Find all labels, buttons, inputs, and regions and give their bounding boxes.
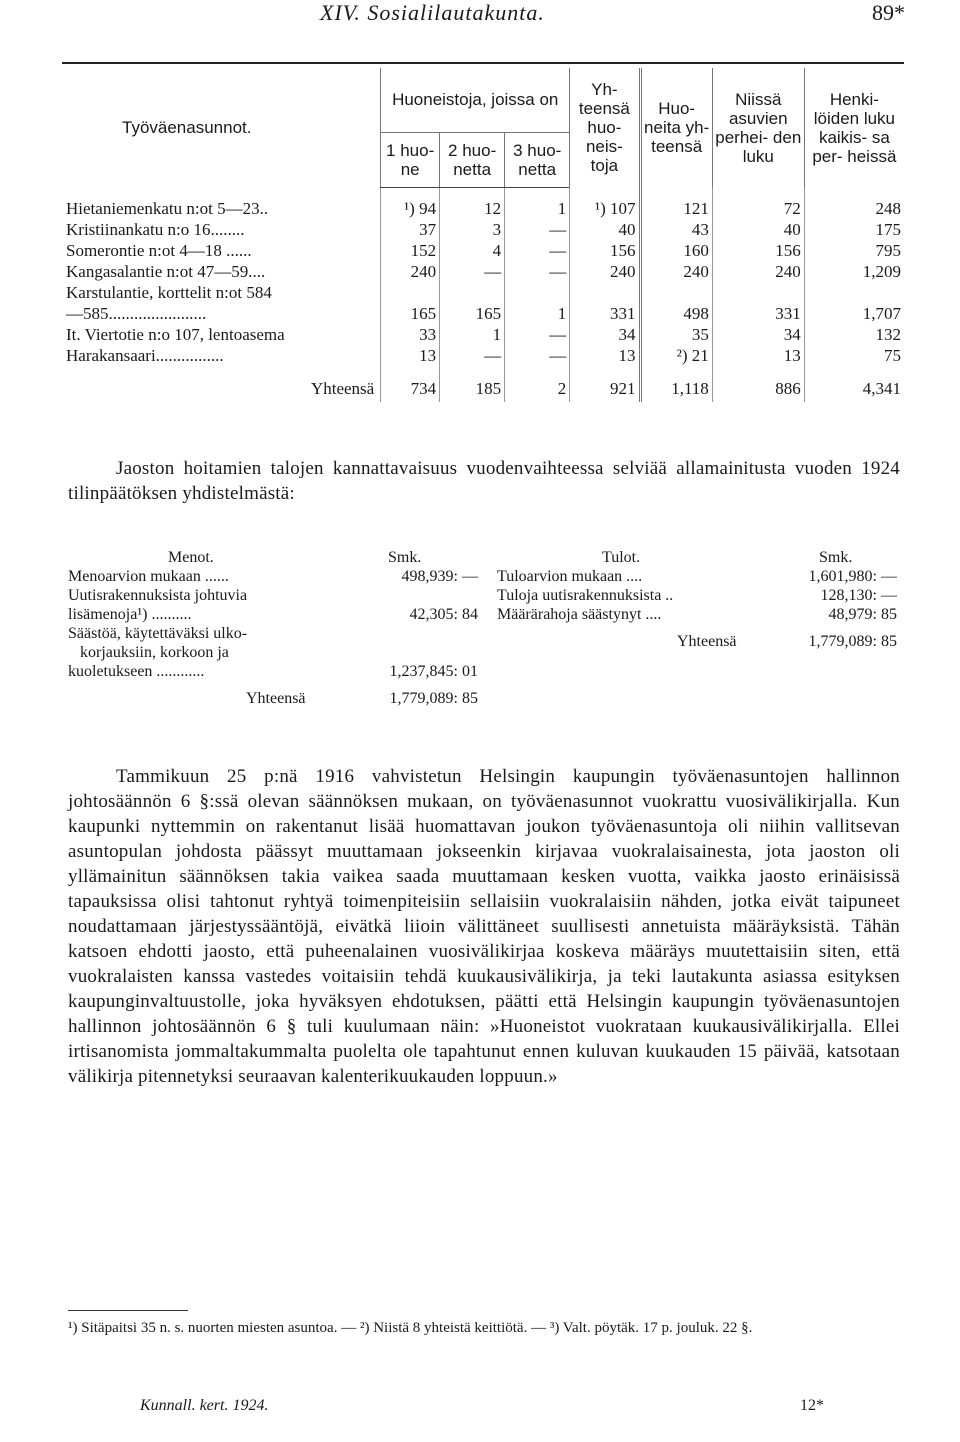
- expenses-total-label: Yhteensä: [246, 690, 306, 707]
- page-number: 89*: [872, 0, 905, 25]
- footnote-rule: [68, 1310, 188, 1311]
- col-header-2-rooms: 2 huo- netta: [440, 133, 505, 188]
- table-row: Karstulantie, korttelit n:ot 584: [62, 282, 904, 303]
- col-header-1-room: 1 huo- ne: [381, 133, 440, 188]
- footnotes: ¹) Sitäpaitsi 35 n. s. nuorten miesten asuntoa. — ²) Niistä 8 yhteistä keittiötä. — ³) Valt. pöytäk. 17 p. jouluk. 22 §.: [68, 1320, 753, 1336]
- col-header-apartments-group: Huoneistoja, joissa on: [381, 68, 570, 133]
- expenses-block: Menot. Smk. Menoarvion mukaan ...... 498,939: — Uutisrakennuksista johtuvia lisämenoja¹) .......... 42,305: 84 Säästöä, käytettäväksi ulko- korjauksiin, korkoon ja kuoletukseen ............ 1,237,845: 01 Yhteensä 1,779,089: 85: [68, 549, 478, 707]
- col-header-families: Niissä asuvien perhei- den luku: [712, 68, 804, 188]
- table-row: Somerontie n:ot 4—18 ...... 152 4 — 156 160 156 795: [62, 240, 904, 261]
- header-rule: [62, 62, 904, 64]
- col-header-rooms: Huo- neita yh- teensä: [640, 68, 712, 188]
- col-header-3-rooms: 3 huo- netta: [505, 133, 570, 188]
- housing-table: [62, 68, 904, 402]
- table-row: Harakansaari................ 13 — — 13 ²) 21 13 75: [62, 345, 904, 366]
- col-header-total-apartments: Yh- teensä huo- neis- toja: [570, 68, 640, 188]
- income-total: 1,779,089: 85: [808, 633, 897, 650]
- table-row: Kristiinankatu n:o 16........ 37 3 — 40 43 40 175: [62, 219, 904, 240]
- income-block: Tulot. Smk. Tuloarvion mukaan .... 1,601,980: — Tuloja uutisrakennuksista .. 128,130: — Määrärahoja säästynyt .... 48,979: 85 Yhteensä 1,779,089: 85: [497, 549, 897, 650]
- expenses-heading: Menot.: [168, 549, 214, 566]
- expenses-total: 1,779,089: 85: [389, 690, 478, 707]
- table-row: Hietaniemenkatu n:ot 5—23.. ¹) 94 12 1 ¹) 107 121 72 248: [62, 198, 904, 219]
- income-total-label: Yhteensä: [677, 633, 737, 650]
- page-footer: [140, 1397, 840, 1415]
- income-heading: Tulot.: [602, 549, 641, 566]
- total-label: Yhteensä: [310, 379, 375, 399]
- income-unit: Smk.: [819, 549, 853, 566]
- table-total-row: Yhteensä 734 185 2 921 1,118 886 4,341: [62, 376, 904, 402]
- col-header-housing: Työväenasunnot.: [122, 118, 252, 138]
- col-header-persons: Henki- löiden luku kaikis- sa per- heissä: [804, 68, 904, 188]
- body-paragraph: Tammikuun 25 p:nä 1916 vahvistetun Helsingin kaupungin työväenasuntojen hallinnon johtosäännön 6 §:ssä olevan säännöksen mukaan, on työväenasunnot vuokrattu vuosivälikirjalla. Kun kaupunki nyttemmin on rakentanut lisää huomattavan joukon työväenasuntoja oli niihin vallitsevan asuntopulan johdosta päässyt muuttamaan jokseenkin kirjavaa vuokralaisainesta, jota jaoston oli yllämainitun säännöksen takia vaikea saada muuttamaan kesken vuotta, vaikka jaosto erinäisissä tapauksissa olisi tahtonut ryhtyä toimenpiteisiin sellaisiin vuokralaisiin nähden, jotka eivät taipuneet noudattamaan järjestyssääntöjä, eivätkä liioin välittäneet suullisesti annetuista määräyksistä. Tähän katsoen ehdotti jaosto, että puheenalainen vuosivälikirjaa koskeva määräys muutettaisiin siten, että vuokralaisten kanssa vastedes voitaisiin tehdä kuukausivälikirja, ja teki lautakunta asiassa esityksen kaupunginvaltuustolle, joka hyväksyen ehdotuksen, päätti että Helsingin kaupungin työväenasuntojen hallinnon johtosäännön 6 § tuli kuulumaan näin: »Huoneistot vuokrataan kuukausivälikirjalla. Ellei irtisanomista jommaltakummalta puolelta ole tapahtunut ennen kuluvan kuukauden 15 päivää, katsotaan välikirja pitennetyksi seuraavan kalenterikuukauden loppuun.»: [68, 766, 900, 1087]
- table-row: —585....................... 165 165 1 331 498 331 1,707: [62, 303, 904, 324]
- running-header: [60, 0, 905, 30]
- running-title: XIV. Sosialilautakunta.: [320, 0, 545, 25]
- table-row: Kangasalantie n:ot 47—59.... 240 — — 240 240 240 1,209: [62, 261, 904, 282]
- table-row: It. Viertotie n:o 107, lentoasema 33 1 — 34 35 34 132: [62, 324, 904, 345]
- footer-source: Kunnall. kert. 1924.: [140, 1397, 269, 1414]
- footer-signature: 12*: [800, 1397, 824, 1414]
- intro-paragraph: Jaoston hoitamien talojen kannattavaisuus vuodenvaihteessa selviää allamainitusta vuoden 1924 tilinpäätöksen yhdistelmästä:: [68, 458, 900, 504]
- expenses-unit: Smk.: [388, 549, 422, 566]
